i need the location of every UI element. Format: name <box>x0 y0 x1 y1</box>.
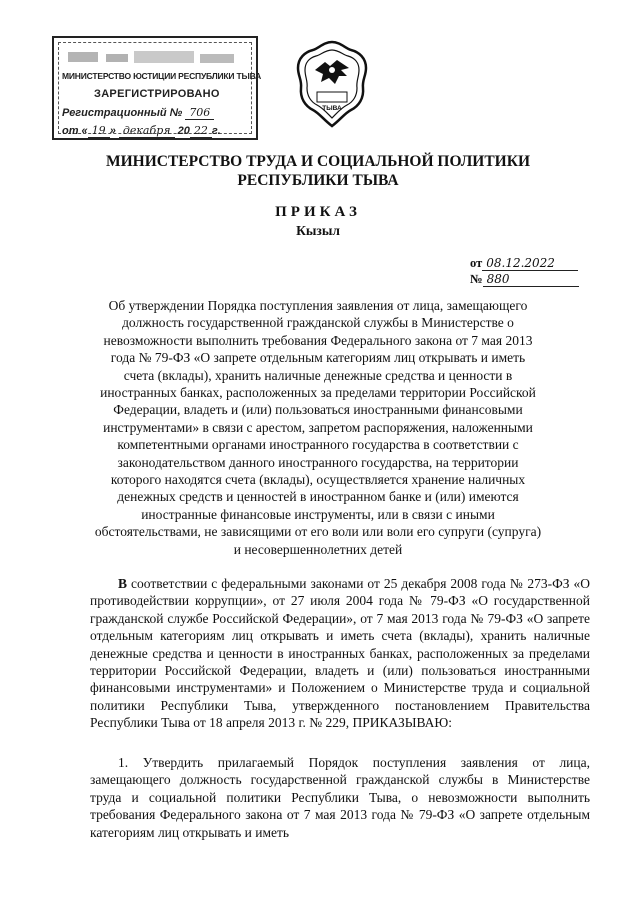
order-subject <box>92 297 544 558</box>
stamp-date-mid: » <box>109 125 116 137</box>
registration-stamp <box>52 36 262 140</box>
stamp-reg-number: 706 <box>185 106 214 120</box>
order-date-value: 08.12.2022 <box>482 256 578 271</box>
preamble-paragraph <box>90 575 590 732</box>
order-number-label: № <box>470 272 483 286</box>
ministry-title <box>80 152 556 190</box>
ministry-title-line1: МИНИСТЕРСТВО ТРУДА И СОЦИАЛЬНОЙ ПОЛИТИКИ <box>105 153 531 170</box>
doc-type-title: ПРИКАЗ <box>275 204 361 220</box>
subject-line: законодательством данного иностранного государства, на территории <box>117 454 519 470</box>
stamp-status: ЗАРЕГИСТРИРОВАНО <box>94 88 220 100</box>
ministry-title-line2: РЕСПУБЛИКИ ТЫВА <box>237 172 399 189</box>
subject-line: счета (вклады), хранить наличные денежные средства и ценности в <box>123 367 513 383</box>
order-number-row <box>470 272 579 287</box>
stamp-reg-row <box>62 106 214 120</box>
subject-line: Об утверждении Порядка поступления заявления от лица, замещающего <box>108 298 528 313</box>
stamp-date-month: декабря <box>119 124 175 138</box>
subject-line: которого находятся счета (вклады), осуществляется хранение наличных <box>110 472 526 488</box>
order-date-row <box>470 256 578 271</box>
subject-line: компетентными органами иностранного государства в соответствии с <box>117 437 519 453</box>
subject-line: должность государственной гражданской службы в Министерстве о <box>122 315 514 331</box>
emblem-caption: ТЫВА <box>322 105 342 112</box>
stamp-date-year: 22 <box>190 124 212 138</box>
subject-line: иностранных банках, расположенных за пределами территории Российской <box>100 385 536 401</box>
stamp-date-year-prefix: 20 <box>177 125 190 137</box>
subject-line: года № 79-ФЗ «О запрете отдельным категориям лиц открывать и иметь <box>110 350 526 366</box>
tuva-coat-of-arms-icon <box>295 40 369 128</box>
subject-line: обстоятельствами, не зависящими от его воли или воли его супруги (супруга) <box>94 524 542 540</box>
stamp-smudge-icon <box>68 48 238 68</box>
subject-line: иностранные финансовые инструменты, или в связи с иными <box>141 506 495 522</box>
stamp-date-prefix: от « <box>62 125 88 137</box>
preamble-text: соответствии с федеральными законами от 25 декабря 2008 года № 273-ФЗ «О противодействии коррупции», от 27 июля 2004 года № 79-ФЗ «О государственной гражданской службе Российской Федерации», от 7 мая 2013 года № 79-ФЗ «О запрете отдельным категориям лиц открывать и иметь счета (вклады), хранить наличные денежные средства и ценности в иностранных банках, расположенных за пределами территории Российской Федерации, владеть и (или) пользоваться иностранными финансовыми инструментами» и Положением о Министерстве труда и социальной политики Республики Тыва, утвержденного постановлением Правительства Республики Тыва от 18 апреля 2013 г. № 229, ПРИКАЗЫВАЮ: <box>90 576 590 731</box>
preamble-lead: В <box>118 576 128 591</box>
subject-line: и несовершеннолетних детей <box>233 541 403 557</box>
stamp-date-day: 19 <box>88 124 110 138</box>
stamp-date-row <box>62 124 221 138</box>
city-name: Кызыл <box>296 223 340 238</box>
subject-line: Федерации, владеть и (или) пользоваться иностранными финансовыми <box>113 402 523 418</box>
stamp-reg-label: Регистрационный № <box>62 107 183 119</box>
subject-line: инструментами» в связи с арестом, запретом распоряжения, наложенными <box>103 419 533 435</box>
subject-line: денежных средств и ценностей в иностранном банке и (или) имеются <box>117 489 519 505</box>
clause-1-paragraph: 1. Утвердить прилагаемый Порядок поступления заявления от лица, замещающего должность государственной гражданской службы в Министерстве труда и социальной политики Республики Тыва, о невозможности выполнить требования Федерального закона от 7 мая 2013 года № 79-ФЗ «О запрете отдельным категориям лиц открывать и иметь <box>90 755 590 840</box>
order-date-label: от <box>470 256 483 270</box>
stamp-date-suffix: г. <box>211 125 221 137</box>
subject-line: невозможности выполнить требования Федерального закона от 7 мая 2013 <box>103 332 533 348</box>
stamp-ministry-line: МИНИСТЕРСТВО ЮСТИЦИИ РЕСПУБЛИКИ ТЫВА <box>62 71 262 81</box>
order-number-value: 880 <box>483 272 579 287</box>
